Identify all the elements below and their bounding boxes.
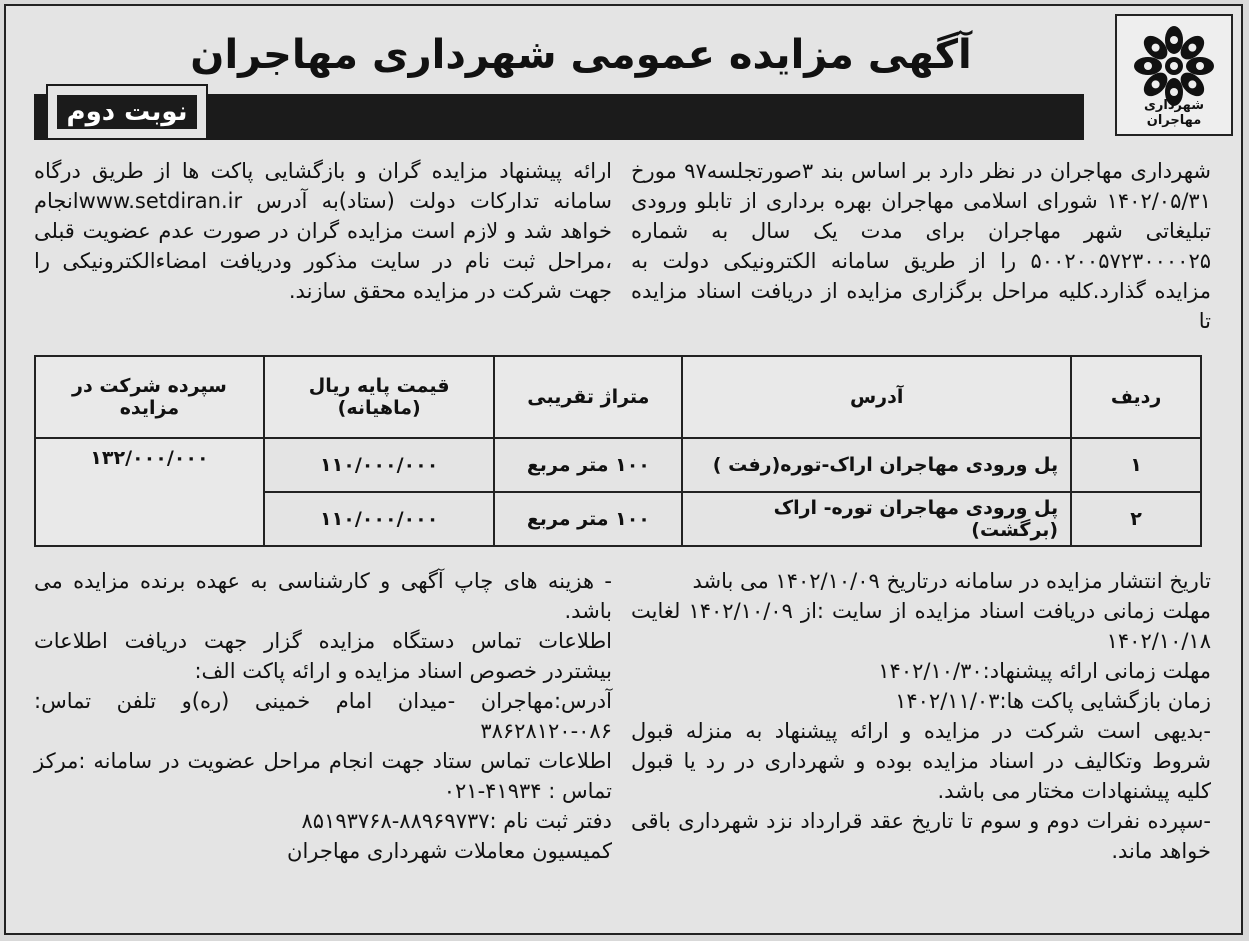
details-right [631,566,1211,866]
intro-left-text: ارائه پیشنهاد مزایده گران و بازگشایی پاکت ها از طریق درگاه سامانه تدارکات دولت (ستاد)به آدرس www.setdiran.irانجام خواهد شد و لازم است مزایده گران در صورت عدم عضویت قبلی ،مراحل ثبت نام در سایت مذکور ودریافت امضاءالکترونیکی را جهت شرکت در مزایده محقق سازند. [34,159,612,303]
conditions-note: -بدیهی است شرکت در مزایده و ارائه پیشنهاد به منزله قبول شروط وتکالیف در اسناد مزایده بوده و شهرداری در رد یا قبول کلیه پیشنهادات مختار می باشد. [631,719,1211,803]
table-row [35,438,1201,492]
row-base-price: ۱۱۰/۰۰۰/۰۰۰ [264,492,495,546]
row-base-price: ۱۱۰/۰۰۰/۰۰۰ [264,438,495,492]
publish-date: تاریخ انتشار مزایده در سامانه درتاریخ ۱۴۰۲/۱۰/۰۹ می باشد [692,569,1211,593]
header-area: متراژ تقریبی [494,356,682,438]
signature: کمیسیون معاملات شهرداری مهاجران [287,839,612,863]
round-tag [46,84,208,140]
costs-note: - هزینه های چاپ آگهی و کارشناسی به عهده برنده مزایده می باشد. [34,569,612,623]
notice-title: آگهی مزایده عمومی شهرداری مهاجران [190,32,972,78]
intro-right [631,156,1211,336]
intro-left [34,156,612,306]
row-address: پل ورودی مهاجران اراک-توره(رفت ) [682,438,1071,492]
table-header-row [35,356,1201,438]
docs-deadline: مهلت زمانی دریافت اسناد مزایده از سایت :از ۱۴۰۲/۱۰/۰۹ لغایت ۱۴۰۲/۱۰/۱۸ [631,599,1211,653]
setad-contact: اطلاعات تماس ستاد جهت انجام مراحل عضویت در سامانه :مرکز تماس : ۴۱۹۳۴-۰۲۱ [34,749,612,803]
intro-right-text: شهرداری مهاجران در نظر دارد بر اساس بند ۳صورتجلسه۹۷ مورخ ۱۴۰۲/۰۵/۳۱ شورای اسلامی مهاجران بهره برداری از تابلو ورودی تبلیغاتی شهر مهاجران برای مدت یک سال به شماره ۵۰۰۲۰۰۵۷۲۳۰۰۰۰۲۵ را از طریق سامانه الکترونیکی دولت به مزایده گذارد.کلیه مراحل برگزاری مزایده از دریافت اسناد مزایده تا [631,159,1211,333]
round-tag-label: نوبت دوم [57,95,198,129]
registration-office: دفتر ثبت نام :۸۸۹۶۹۷۳۷-۸۵۱۹۳۷۶۸ [301,809,612,833]
row-no: ۲ [1071,492,1201,546]
deposit-note: -سپرده نفرات دوم و سوم تا تاریخ عقد قرارداد نزد شهرداری باقی خواهد ماند. [631,809,1211,863]
opening-date: زمان بازگشایی پاکت ها:۱۴۰۲/۱۱/۰۳ [895,689,1211,713]
row-area: ۱۰۰ متر مربع [494,492,682,546]
header-address: آدرس [682,356,1071,438]
municipality-logo [1115,14,1233,136]
row-area: ۱۰۰ متر مربع [494,438,682,492]
logo-caption: شهرداری مهاجران [1144,98,1204,128]
contact-address: آدرس:مهاجران -میدان امام خمینی (ره)و تلفن تماس: ۰۸۶-۳۸۶۲۸۱۲۰ [34,689,612,743]
flower-emblem-icon [1128,22,1220,110]
row-no: ۱ [1071,438,1201,492]
header-row-no: ردیف [1071,356,1201,438]
header-base-price: قیمت پایه ریال (ماهیانه) [264,356,495,438]
header-deposit: سپرده شرکت در مزایده [35,356,264,438]
lots-table [34,355,1202,547]
notice-frame [4,4,1243,935]
details-left [34,566,612,866]
contact-heading: اطلاعات تماس دستگاه مزایده گزار جهت دریافت اطلاعات بیشتردر خصوص اسناد مزایده و ارائه پاکت الف: [34,629,612,683]
offer-deadline: مهلت زمانی ارائه پیشنهاد:۱۴۰۲/۱۰/۳۰ [878,659,1211,683]
row-address: پل ورودی مهاجران توره- اراک (برگشت) [682,492,1071,546]
deposit-value: ۱۳۲/۰۰۰/۰۰۰ [35,438,264,546]
